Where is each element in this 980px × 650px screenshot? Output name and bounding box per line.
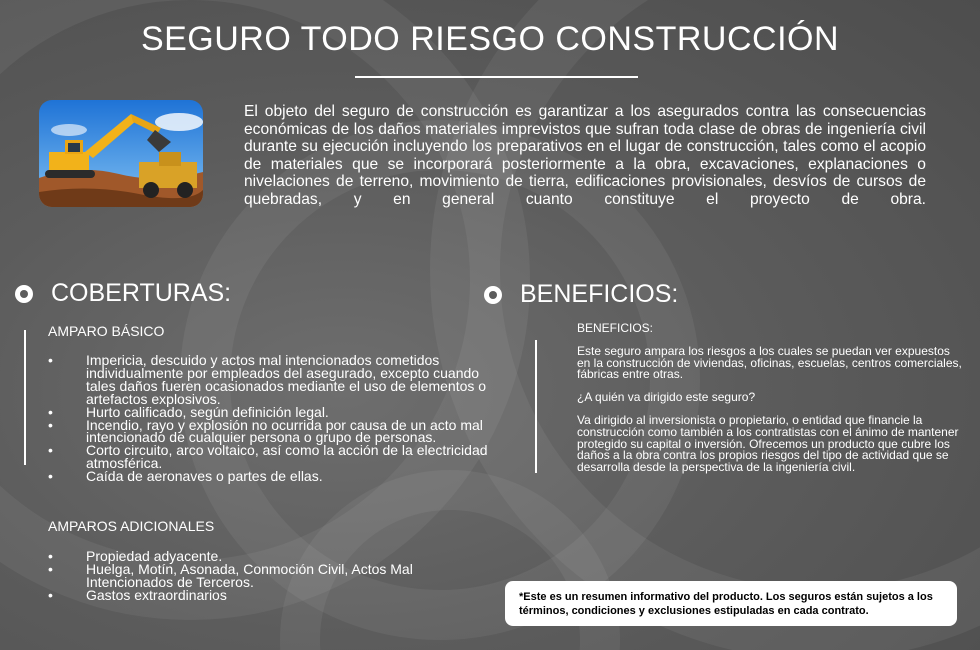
coberturas-header [15,279,231,308]
excavator-construction-photo [39,100,203,207]
amparo-basico-title: AMPARO BÁSICO [48,323,165,339]
circle-bullet-icon [15,285,33,303]
beneficios-divider [535,340,537,473]
circle-bullet-icon [484,286,502,304]
coberturas-divider [24,330,26,465]
title-underline [355,76,638,78]
list-item: • Corto circuito, arco voltaico, así como la acción de la electricidad atmosférica. [48,444,510,470]
beneficios-paragraph-1: Este seguro ampara los riesgos a los cuales se puedan ver expuestos en la construcción de viviendas, oficinas, escuelas, centros comerciales, fábricas entre otras. [577,343,962,382]
amparo-basico-list [48,354,510,483]
beneficios-paragraph-2: Va dirigido al inversionista o propietario, o entidad que financie la construcción como también a los contratistas con el ánimo de mantener protegido su capital o inversión. Ofrecemos un producto que cubre los daños a la obra contra los propios riesgos del tipo de actividad que se desarrolla desde la perspectiva de la ingeniería civil. [577,412,959,475]
beneficios-label: BENEFICIOS: [577,321,654,335]
beneficios-header [484,280,678,309]
amparos-adicionales-list [48,550,448,602]
list-item: • Caída de aeronaves o partes de ellas. [48,470,510,483]
amparos-adicionales-title: AMPAROS ADICIONALES [48,518,215,534]
list-item: • Huelga, Motín, Asonada, Conmoción Civil, Actos Mal Intencionados de Terceros. [48,563,448,589]
list-item: • Incendio, rayo y explosión no ocurrida por causa de un acto mal intencionado de cualquier persona o grupo de personas. [48,419,510,445]
list-item: • Hurto calificado, según definición legal. [48,406,510,419]
disclaimer-note: *Este es un resumen informativo del producto. Los seguros están sujetos a los términos, condiciones y exclusiones estipuladas en cada contrato. [505,581,957,626]
intro-paragraph: El objeto del seguro de construcción es garantizar a los asegurados contra las consecuencias económicas de los daños materiales imprevistos que sufran toda clase de obras de ingeniería civil durante su ejecución incluyendo los preparativos en el lugar de construcción, tales como el acopio de materiales que se incorporará posteriormente a la obra, excavaciones, explanaciones o nivelaciones de terreno, movimiento de tierra, edificaciones provisionales, desvíos de cursos de quebradas, y en general cuanto constituye el proyecto de obra. [244,103,926,208]
list-item: • Impericia, descuido y actos mal intencionados cometidos individualmente por empleados del asegurado, excepto cuando tales daños fueren ocasionados mediante el uso de elementos o artefactos explosivos. [48,354,510,406]
beneficios-heading: BENEFICIOS: [520,280,679,308]
beneficios-body [577,323,962,485]
coberturas-heading: COBERTURAS: [51,279,232,307]
list-item: • Propiedad adyacente. [48,550,448,563]
beneficios-question: ¿A quién va dirigido este seguro? [577,390,756,405]
excavator-illustration [39,100,203,207]
page-title: SEGURO TODO RIESGO CONSTRUCCIÓN [140,20,840,58]
list-item: • Gastos extraordinarios [48,589,448,602]
